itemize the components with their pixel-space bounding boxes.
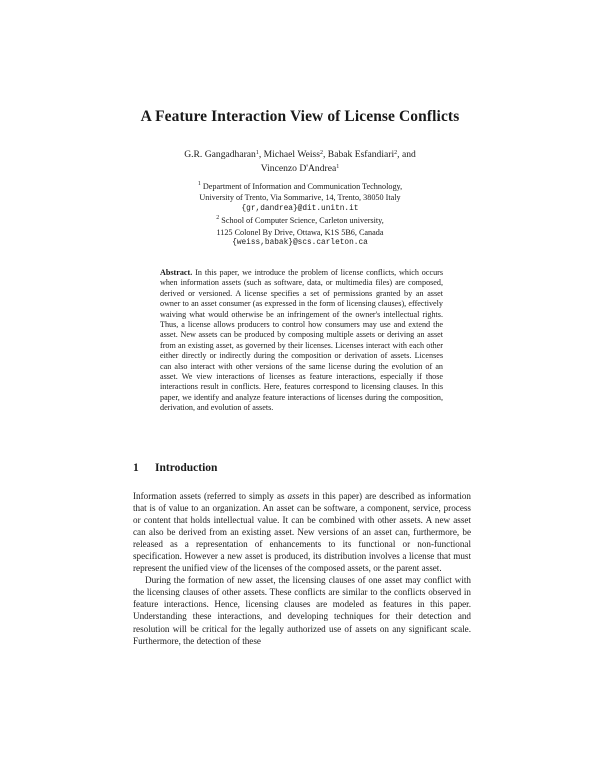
section-title: Introduction <box>155 462 218 474</box>
affiliation-mark: 1 <box>336 164 340 170</box>
affiliation-mark: 1 <box>197 181 201 187</box>
section-heading <box>133 462 217 474</box>
body-text <box>133 490 471 647</box>
author-name: Vincenzo D'Andrea <box>260 163 337 174</box>
affiliations <box>0 181 600 249</box>
section-number: 1 <box>133 462 139 474</box>
affiliation-2-line-1 <box>0 215 600 226</box>
author-list <box>0 148 600 176</box>
affiliation-1-line-1 <box>0 181 600 192</box>
author-name: , Babak Esfandiari <box>323 149 395 160</box>
author-name: , and <box>397 149 416 160</box>
paragraph: During the formation of new asset, the licensing clauses of one asset may conflict with the licensing clauses of other assets. These conflicts are similar to the conflicts observed in feature interactions. Hence, licensing clauses are modeled as features in this paper. Understanding these interactions, and developing techniques for their detection and resolution will be critical for the legally authorized use of assets on any significant scale. Furthermore, the detection of these <box>133 575 471 646</box>
abstract <box>160 268 443 414</box>
paragraph-text: Information assets (referred to simply as <box>133 491 288 501</box>
author-name: G.R. Gangadharan <box>184 149 256 160</box>
affiliation-1-email: {gr,dandrea}@dit.unitn.it <box>241 204 359 213</box>
author-name: , Michael Weiss <box>258 149 320 160</box>
affiliation-text: Department of Information and Communication Technology, <box>202 182 403 191</box>
affiliation-2-email: {weiss,babak}@scs.carleton.ca <box>232 239 368 248</box>
affiliation-mark: 2 <box>216 215 220 222</box>
affiliation-text: School of Computer Science, Carleton university, <box>221 216 384 226</box>
paragraph <box>133 490 471 574</box>
author-line-1 <box>0 148 600 162</box>
affiliation-mark: 2 <box>320 150 323 156</box>
abstract-text: In this paper, we introduce the problem of license conflicts, which occurs when information assets (such as software, data, or multimedia files) are composed, derived or versioned. A license specifies a set of permissions granted by an asset owner to an asset consumer (as expressed in the form of licensing clauses), effectively waiving what would otherwise be an infringement of the owner's intellectual rights. Thus, a license allows producers to control how consumers may use and extend the asset. New assets can be produced by composing multiple assets or deriving an asset from an existing asset, as governed by their licenses. Licenses interact with each other either directly or indirectly during the composition or derivation of assets. Licenses can also interact with other versions of the same license during the evolution of an asset. We view interactions of licenses as feature interactions, especially if those interactions result in conflicts. Here, features correspond to licensing clauses. In this paper, we identify and analyze feature interactions of licenses during the composition, derivation, and evolution of assets. <box>160 268 444 413</box>
affiliation-2-line-2: 1125 Colonel By Drive, Ottawa, K1S 5B6, Canada <box>216 227 384 237</box>
affiliation-mark: 1 <box>255 150 259 156</box>
abstract-label: Abstract. <box>160 268 193 277</box>
affiliation-1-line-2: University of Trento, Via Sommarive, 14, Trento, 38050 Italy <box>199 193 401 203</box>
affiliation-mark: 2 <box>394 150 398 156</box>
paper-title: A Feature Interaction View of License Conflicts <box>140 108 460 125</box>
paragraph-text: in this paper) are described as information that is of value to an organization. An asset can be software, a component, service, process or content that holds intellectual value. It can be combined with other assets. A new asset can also be derived from an existing asset. New versions of an asset can, furthermore, be released as a representation of enhancements to its functional or non-functional specification. However a new asset is produced, its distribution involves a license that must represent the unified view of the licenses of the composed assets, or the parent asset. <box>133 491 471 574</box>
author-line-2 <box>0 162 600 176</box>
emphasis-text: assets <box>287 491 310 501</box>
